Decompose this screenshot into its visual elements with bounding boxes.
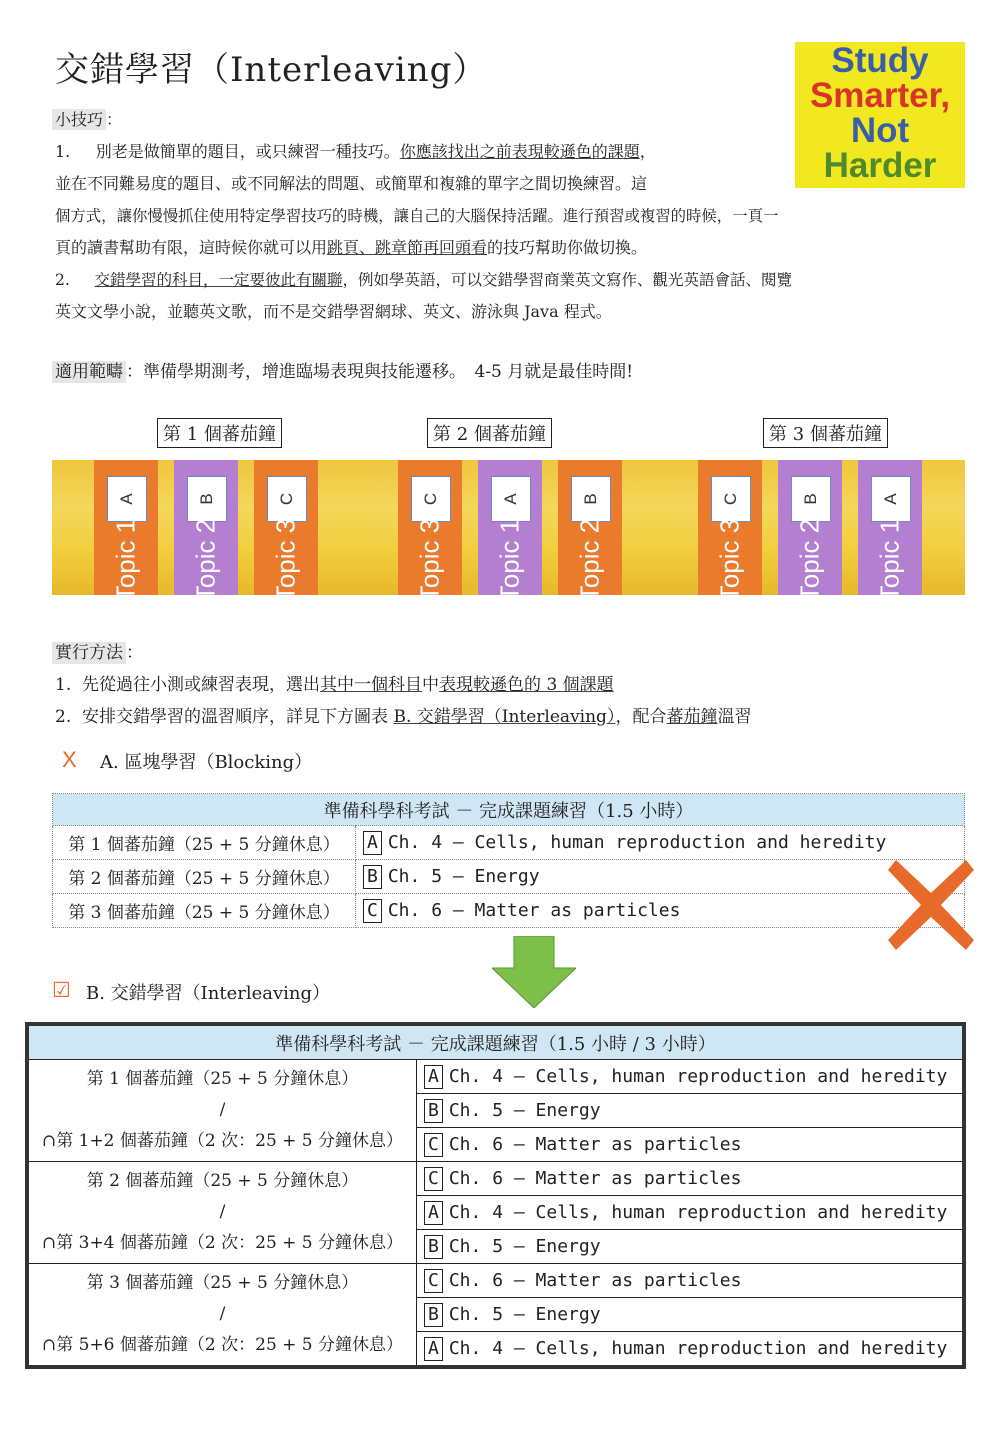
page-title: 交錯學習（Interleaving）	[55, 50, 488, 90]
study-smarter-logo	[795, 42, 965, 188]
tip-1-text-c: ，	[639, 142, 656, 161]
logo-line-4: Harder	[823, 146, 937, 185]
tips-heading	[52, 104, 122, 136]
scope	[52, 356, 633, 388]
topic-column	[254, 460, 318, 602]
topic-text: Ch. 6 – Matter as particles	[448, 1167, 742, 1189]
step-2-text-a: 安排交錯學習的溫習順序，詳見下方圖表	[82, 707, 389, 727]
tip-1-line-4	[55, 232, 647, 264]
logo-line-1: Study	[831, 41, 929, 80]
tips-label: 小技巧	[52, 109, 106, 130]
group-line-1: 第 2 個蕃茄鐘（25 + 5 分鐘休息）	[86, 1171, 359, 1191]
topic-label: Topic 2	[794, 518, 825, 602]
pomodoro-label-1: 第 1 個蕃茄鐘	[157, 418, 282, 448]
method-step-2	[55, 701, 751, 733]
topic-letter-box: B	[424, 1303, 443, 1327]
tip-1-line-2: 並在不同難易度的題目、或不同解法的問題、或簡單和複雜的單字之間切換練習。這	[55, 174, 648, 193]
blocking-table	[52, 793, 965, 928]
group-line-2: ∩第 5+6 個蕃茄鐘（2 次：25 + 5 分鐘休息）	[41, 1335, 404, 1355]
topic-label: Topic 1	[494, 518, 525, 602]
group-line-2: ∩第 3+4 個蕃茄鐘（2 次：25 + 5 分鐘休息）	[41, 1233, 404, 1253]
blocking-table-header: 準備科學科考試 － 完成課題練習（1.5 小時）	[53, 794, 965, 826]
method-colon: ：	[126, 643, 143, 663]
tip-1	[55, 136, 765, 168]
topic-label: Topic 1	[110, 518, 141, 602]
blocking-row-label: 第 3 個蕃茄鐘（25 + 5 分鐘休息）	[53, 894, 356, 928]
topic-letter-box: B	[424, 1099, 443, 1123]
blocking-row-label: 第 1 個蕃茄鐘（25 + 5 分鐘休息）	[53, 826, 356, 860]
tip-1-text-b: 你應該找出之前表現較遜色的課題	[399, 142, 640, 161]
topic-text: Ch. 6 – Matter as particles	[387, 899, 681, 921]
interleaving-row-topic	[417, 1128, 965, 1162]
topic-letter-tag: A	[491, 476, 531, 522]
tip-1-line-3: 個方式，讓你慢慢抓住使用特定學習技巧的時機，讓自己的大腦保持活躍。進行預習或複習的時候，一頁一	[55, 207, 779, 225]
topic-text: Ch. 5 – Energy	[448, 1235, 601, 1257]
table-row	[53, 860, 965, 894]
step-1-text-d: 表現較遜色	[439, 675, 525, 695]
logo-line-2: Smarter,	[809, 76, 951, 115]
tip-2-text-a: 交錯學習的科目，一定要彼此有關聯	[94, 271, 343, 289]
tip-2-line-2: 英文文學小說，並聽英文歌，而不是交錯學習網球、英文、游泳與 Java 程式。	[55, 302, 612, 321]
cross-icon	[888, 860, 974, 950]
topic-column	[174, 460, 238, 602]
headphones-icon: ∩	[41, 1131, 57, 1151]
topic-text: Ch. 5 – Energy	[448, 1303, 601, 1325]
blocking-title: A. 區塊學習（Blocking）	[100, 752, 313, 773]
topic-column	[478, 460, 542, 602]
topic-column	[778, 460, 842, 602]
group-line-1: 第 3 個蕃茄鐘（25 + 5 分鐘休息）	[86, 1273, 359, 1293]
topic-letter-tag: B	[187, 476, 227, 522]
topic-letter-box: A	[424, 1337, 443, 1361]
topic-letter-box: C	[424, 1167, 443, 1191]
blocking-x-mark: X	[62, 747, 77, 772]
group-slash: /	[219, 1304, 226, 1324]
tip-2-number: 2.	[55, 271, 70, 289]
step-2-text-b: B. 交錯學習（Interleaving）	[393, 707, 616, 727]
topic-text: Ch. 6 – Matter as particles	[448, 1269, 742, 1291]
topics-band	[52, 460, 965, 602]
topic-column	[94, 460, 158, 602]
method-label: 實行方法	[52, 642, 126, 664]
topic-letter-box: C	[424, 1269, 443, 1293]
topic-letter-tag: B	[791, 476, 831, 522]
headphones-icon: ∩	[41, 1233, 57, 1253]
blocking-row-topic	[356, 826, 965, 860]
tip-2-text-b: ，例如學英語，可以交錯學習商業英文寫作、觀光英語會話、閱覽	[342, 271, 792, 289]
interleaving-row-topic	[417, 1230, 965, 1264]
step-1-text-c: 中	[422, 675, 440, 695]
topic-letter-tag: A	[107, 476, 147, 522]
tip-1-number: 1.	[55, 142, 71, 161]
topic-text: Ch. 5 – Energy	[387, 865, 540, 887]
scope-text: ：準備學期測考，增進臨場表現與技能遷移。 4-5 月就是最佳時間!	[126, 362, 634, 382]
checkbox-checked-icon: ☑	[52, 978, 71, 1002]
tip-2	[55, 264, 792, 296]
interleaving-row-topic	[417, 1332, 965, 1368]
topic-label: Topic 3	[270, 518, 301, 602]
topic-letter-tag: C	[411, 476, 451, 522]
tip-1-text-a: 別老是做簡單的題目，或只練習一種技巧。	[95, 142, 400, 161]
topic-text: Ch. 5 – Energy	[448, 1099, 601, 1121]
interleaving-table	[25, 1022, 966, 1369]
topic-text: Ch. 4 – Cells, human reproduction and heredity	[448, 1065, 948, 1087]
topic-label: Topic 2	[190, 518, 221, 602]
interleaving-row-topic	[417, 1264, 965, 1298]
step-2-text-e: 溫習	[717, 707, 752, 727]
down-arrow-icon	[492, 936, 576, 1008]
table-row	[27, 1060, 964, 1094]
group-slash: /	[219, 1202, 226, 1222]
table-row	[53, 894, 965, 928]
interleaving-title: B. 交錯學習（Interleaving）	[86, 983, 331, 1004]
table-row	[27, 1264, 964, 1298]
pomodoro-label-3: 第 3 個蕃茄鐘	[763, 418, 888, 448]
interleaving-group-label	[27, 1060, 417, 1162]
interleaving-row-topic	[417, 1196, 965, 1230]
step-1-text-a: 先從過往小測或練習表現，選出	[82, 675, 321, 695]
topic-label: Topic 1	[874, 518, 905, 602]
group-line-1: 第 1 個蕃茄鐘（25 + 5 分鐘休息）	[86, 1069, 359, 1089]
tip-1-line-4c: 的技巧幫助你做切換。	[487, 238, 648, 257]
step-1-number: 1.	[55, 675, 72, 695]
blocking-row-topic	[356, 894, 965, 928]
step-1-text-b: 其中一個科目	[320, 675, 423, 695]
scope-label: 適用範疇	[52, 361, 126, 383]
interleaving-row-topic	[417, 1298, 965, 1332]
blocking-row-topic	[356, 860, 965, 894]
tips-colon: ：	[106, 110, 123, 129]
topic-text: Ch. 6 – Matter as particles	[448, 1133, 742, 1155]
topic-label: Topic 2	[574, 518, 605, 602]
pomodoro-label-2: 第 2 個蕃茄鐘	[427, 418, 552, 448]
tip-1-line-4a: 頁的讀書幫助有限，這時候你就可以用	[55, 238, 328, 257]
topic-letter-box: A	[363, 831, 382, 855]
topic-letter-box: B	[363, 865, 382, 889]
table-row	[27, 1162, 964, 1196]
topic-letter-box: C	[363, 899, 382, 923]
topic-label: Topic 3	[714, 518, 745, 602]
tip-1-line-4b: 跳頁、跳章節再回頭看	[327, 238, 488, 257]
topic-text: Ch. 4 – Cells, human reproduction and heredity	[387, 831, 887, 853]
group-line-2: ∩第 1+2 個蕃茄鐘（2 次：25 + 5 分鐘休息）	[41, 1131, 404, 1151]
topic-text: Ch. 4 – Cells, human reproduction and heredity	[448, 1201, 948, 1223]
topic-letter-tag: C	[711, 476, 751, 522]
interleaving-row-topic	[417, 1094, 965, 1128]
topic-column	[398, 460, 462, 602]
method-heading	[52, 637, 143, 669]
method-step-1	[55, 669, 614, 701]
topic-letter-box: A	[424, 1065, 443, 1089]
table-row	[53, 826, 965, 860]
step-2-text-d: 蕃茄鐘	[666, 707, 718, 727]
interleaving-group-label	[27, 1162, 417, 1264]
topic-letter-box: C	[424, 1133, 443, 1157]
interleaving-row-topic	[417, 1060, 965, 1094]
interleaving-table-header: 準備科學科考試 － 完成課題練習（1.5 小時 / 3 小時）	[27, 1024, 964, 1060]
interleaving-row-topic	[417, 1162, 965, 1196]
headphones-icon: ∩	[41, 1335, 57, 1355]
topic-column	[698, 460, 762, 602]
step-2-number: 2.	[55, 707, 72, 727]
topic-column	[858, 460, 922, 602]
topic-letter-box: A	[424, 1201, 443, 1225]
topic-letter-box: B	[424, 1235, 443, 1259]
topic-column	[558, 460, 622, 602]
step-1-text-e: 的 3 個課題	[524, 675, 614, 695]
interleaving-group-label	[27, 1264, 417, 1368]
step-2-text-c: ，配合	[615, 707, 667, 727]
topic-label: Topic 3	[414, 518, 445, 602]
logo-line-3: Not	[850, 111, 910, 150]
topic-letter-tag: B	[571, 476, 611, 522]
topic-text: Ch. 4 – Cells, human reproduction and heredity	[448, 1337, 948, 1359]
blocking-row-label: 第 2 個蕃茄鐘（25 + 5 分鐘休息）	[53, 860, 356, 894]
topic-letter-tag: A	[871, 476, 911, 522]
topic-letter-tag: C	[267, 476, 307, 522]
group-slash: /	[219, 1100, 226, 1120]
